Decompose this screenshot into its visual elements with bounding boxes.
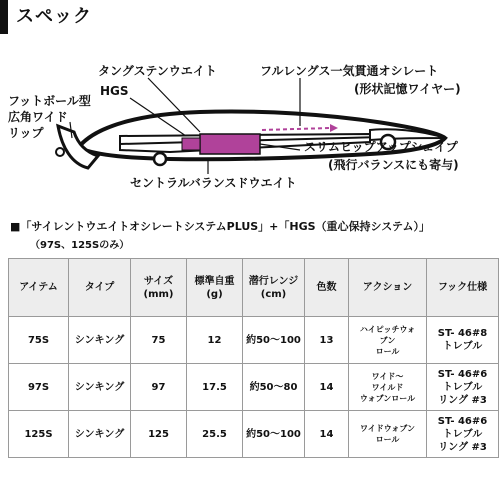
cell-range: 約50〜100 bbox=[243, 411, 305, 458]
callout-slim-hip-sub: (飛行バランスにも寄与) bbox=[328, 158, 459, 172]
cell-range: 約50〜80 bbox=[243, 364, 305, 411]
cell-action: ワイドウォブン ロール bbox=[349, 411, 427, 458]
table-row bbox=[9, 411, 499, 458]
header-hook: フック仕様 bbox=[427, 259, 499, 317]
callout-hgs: HGS bbox=[100, 84, 129, 98]
table-header-row bbox=[9, 259, 499, 317]
table-row bbox=[9, 364, 499, 411]
cell-item: 75S bbox=[9, 317, 69, 364]
callout-full-length: フルレングス一気貫通オシレート bbox=[260, 64, 439, 78]
callout-full-length-sub: (形状記憶ワイヤー) bbox=[354, 82, 461, 96]
cell-item: 125S bbox=[9, 411, 69, 458]
header-type: タイプ bbox=[69, 259, 131, 317]
section-marker-bar bbox=[0, 0, 8, 34]
callout-football: フットボール型 bbox=[8, 94, 91, 108]
cell-colors: 14 bbox=[305, 364, 349, 411]
cell-colors: 14 bbox=[305, 411, 349, 458]
cell-item: 97S bbox=[9, 364, 69, 411]
cell-size: 75 bbox=[131, 317, 187, 364]
section-title: スペック bbox=[16, 6, 92, 27]
cell-action: ワイド〜 ワイルド ウォブンロール bbox=[349, 364, 427, 411]
feature-note: ■「サイレントウエイトオシレートシステムPLUS」+「HGS（重心保持システム）」 bbox=[10, 220, 430, 233]
callout-wide-angle: 広角ワイド bbox=[8, 110, 68, 124]
spec-table bbox=[8, 258, 499, 458]
callout-tungsten-weight: タングステンウエイト bbox=[98, 64, 217, 78]
table-row bbox=[9, 317, 499, 364]
cell-type: シンキング bbox=[69, 411, 131, 458]
callout-lip: リップ bbox=[8, 126, 44, 140]
cell-type: シンキング bbox=[69, 317, 131, 364]
callout-slim-hip: スリムヒップアップシェイプ bbox=[304, 140, 458, 154]
cell-colors: 13 bbox=[305, 317, 349, 364]
cell-type: シンキング bbox=[69, 364, 131, 411]
cell-weight: 17.5 bbox=[187, 364, 243, 411]
cell-action: ハイピッチウォ ブン ロール bbox=[349, 317, 427, 364]
tungsten-weight bbox=[200, 134, 260, 154]
header-item: アイテム bbox=[9, 259, 69, 317]
cell-hook: ST- 46#8 トレブル bbox=[427, 317, 499, 364]
cell-hook: ST- 46#6 トレブル リング #3 bbox=[427, 411, 499, 458]
belly-hook-ring bbox=[154, 153, 166, 165]
cell-range: 約50〜100 bbox=[243, 317, 305, 364]
callout-central-weight: セントラルバランスドウエイト bbox=[130, 176, 297, 190]
lure-diagram bbox=[0, 56, 500, 206]
header-range: 潜行レンジ (cm) bbox=[243, 259, 305, 317]
header-colors: 色数 bbox=[305, 259, 349, 317]
cell-weight: 25.5 bbox=[187, 411, 243, 458]
header-action: アクション bbox=[349, 259, 427, 317]
cell-size: 97 bbox=[131, 364, 187, 411]
cell-weight: 12 bbox=[187, 317, 243, 364]
header-size: サイズ (mm) bbox=[131, 259, 187, 317]
line-eye-ring bbox=[56, 148, 64, 156]
hgs-weight bbox=[182, 138, 200, 150]
cell-hook: ST- 46#6 トレブル リング #3 bbox=[427, 364, 499, 411]
header-weight: 標準自重 (g) bbox=[187, 259, 243, 317]
feature-note-models: （97S、125Sのみ） bbox=[30, 240, 130, 251]
cell-size: 125 bbox=[131, 411, 187, 458]
